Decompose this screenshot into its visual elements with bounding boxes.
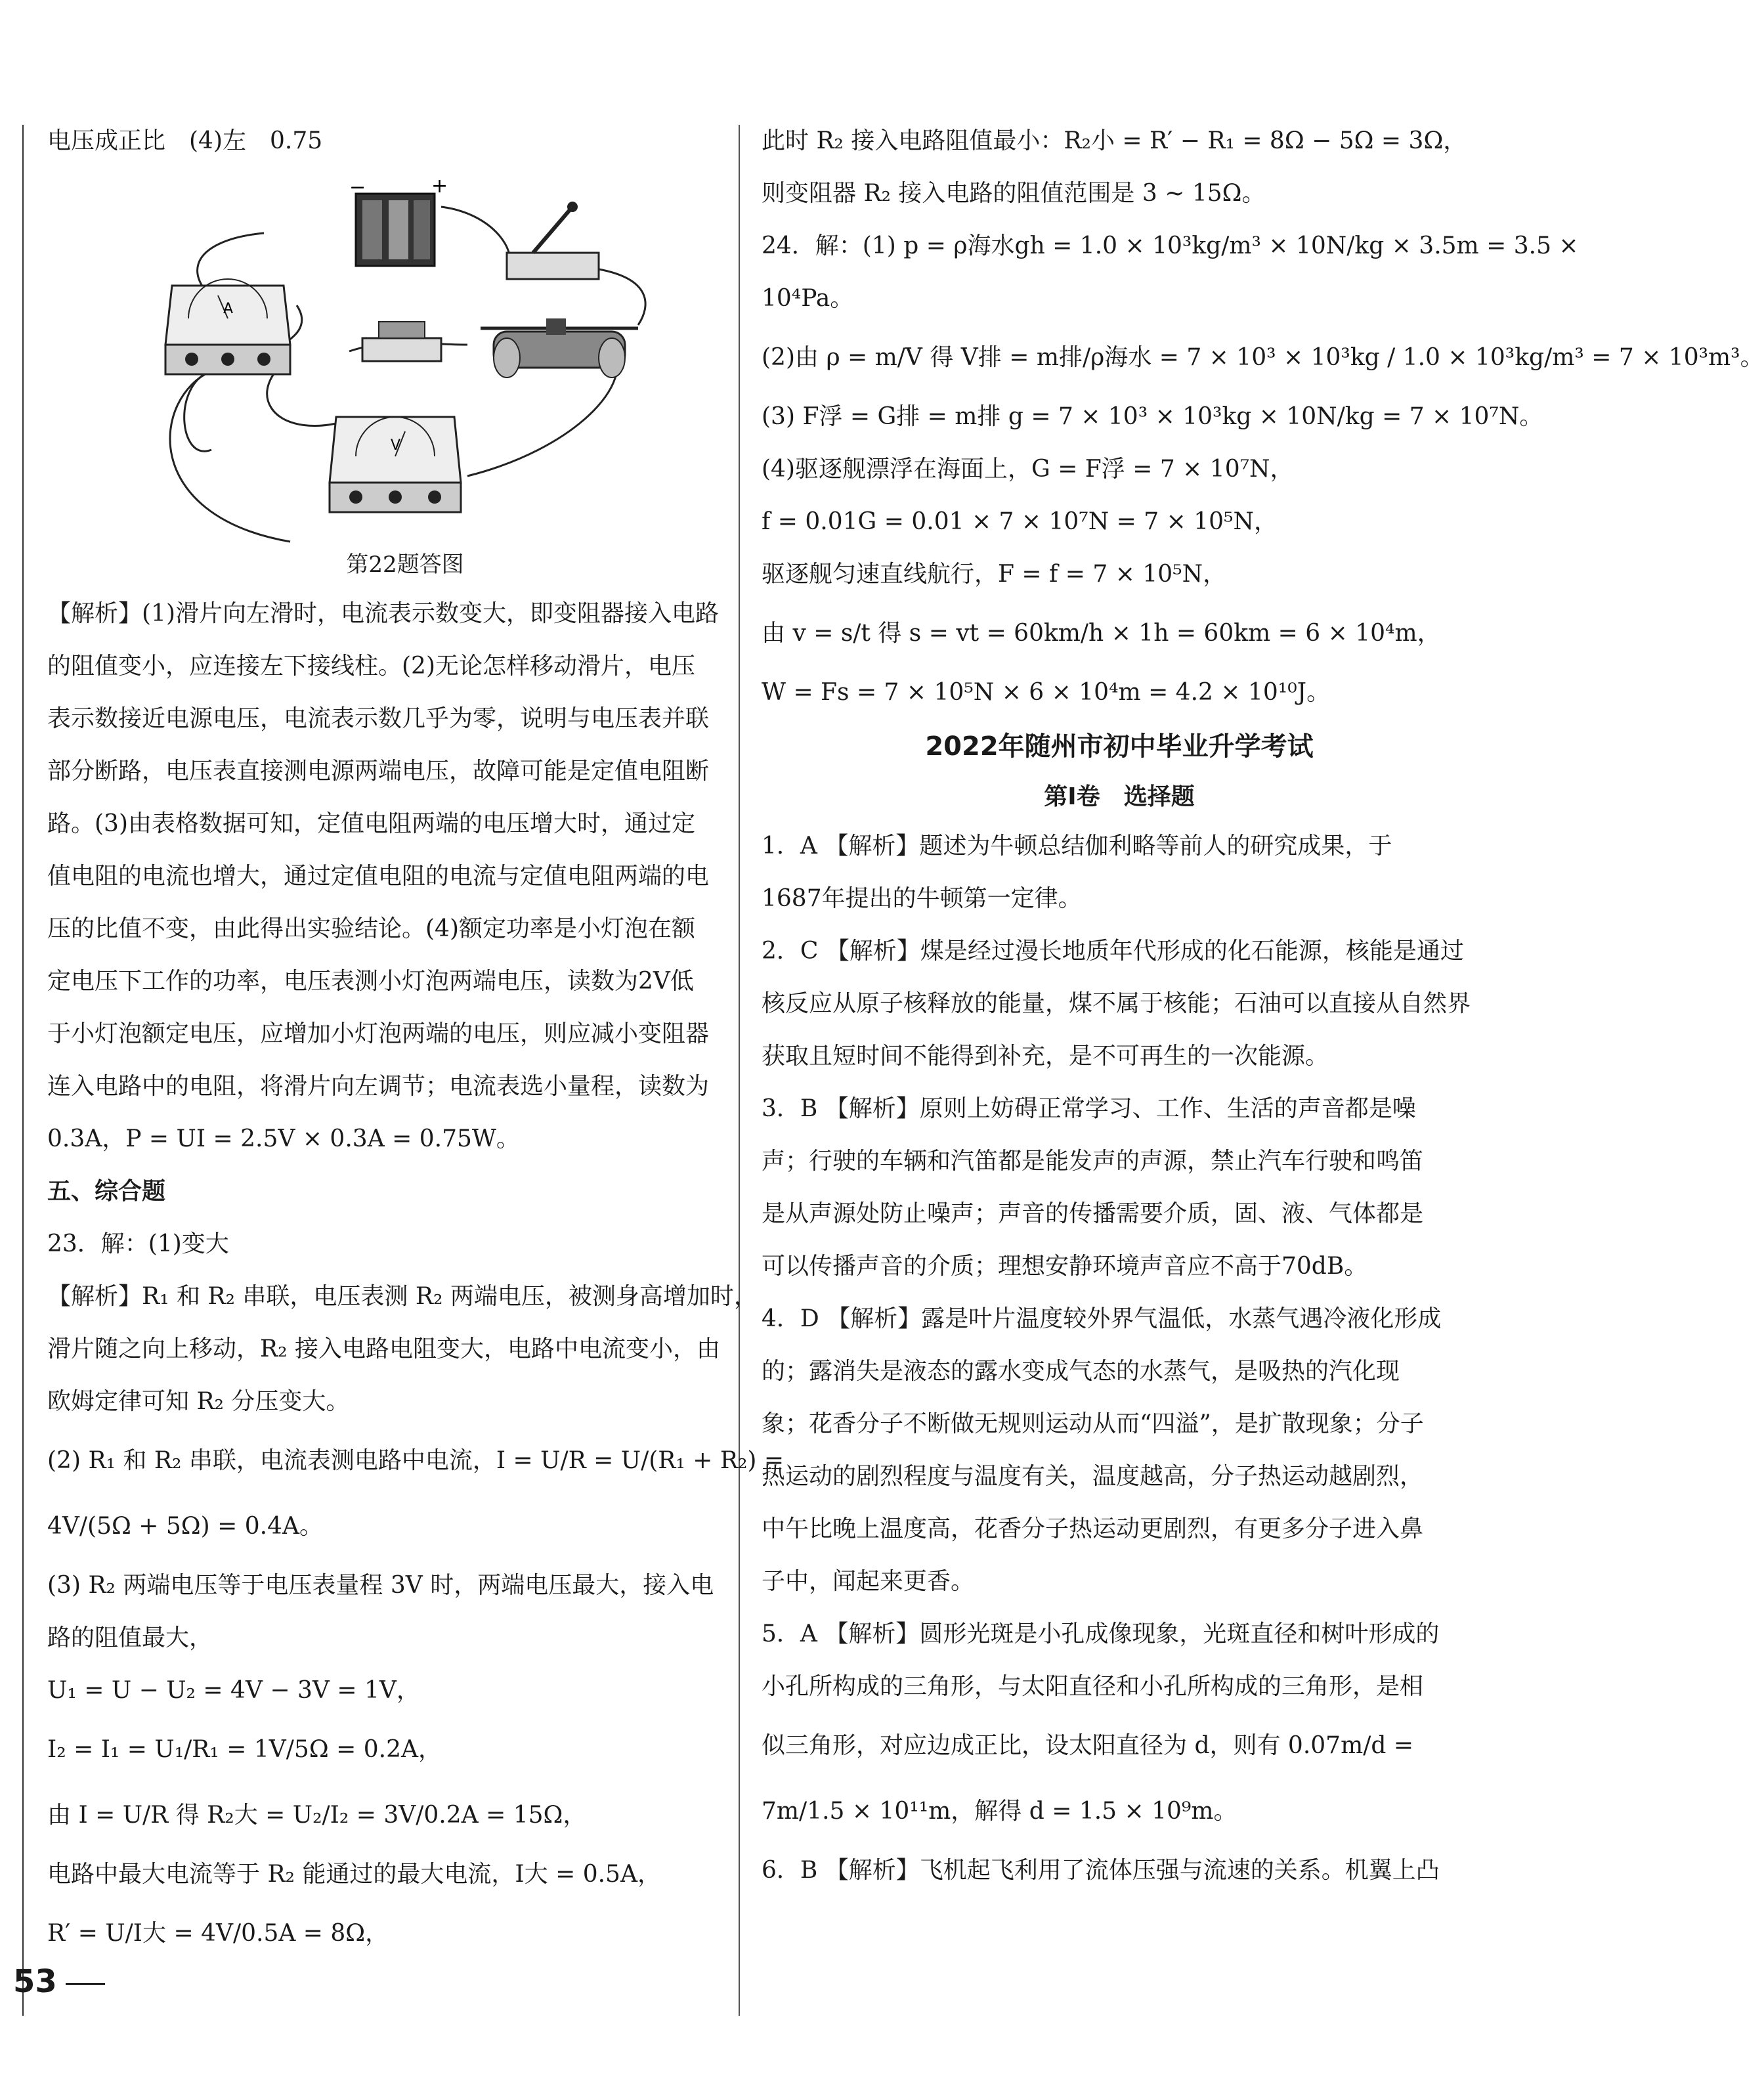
q24-line: f = 0.01G = 0.01 × 7 × 10⁷N = 7 × 10⁵N，	[762, 508, 1278, 535]
answer-line: 小孔所构成的三角形，与太阳直径和小孔所构成的三角形，是相	[762, 1673, 1424, 1700]
q23-cont-line: 此时 R₂ 接入电路阻值最小：R₂小 = R′ − R₁ = 8Ω − 5Ω = 3Ω，	[762, 127, 1467, 154]
q23-line: 滑片随之向上移动，R₂ 接入电路电阻变大，电路中电流变小，由	[47, 1336, 720, 1362]
q23-2-line: 4V/(5Ω + 5Ω) = 0.4A。	[47, 1513, 323, 1540]
answer-line: 的；露消失是液态的露水变成气态的水蒸气，是吸热的汽化现	[762, 1358, 1400, 1385]
ammeter-icon	[165, 279, 290, 374]
q23-3-line: U₁ = U − U₂ = 4V − 3V = 1V，	[47, 1677, 420, 1704]
figure-caption: 第22题答图	[346, 552, 464, 578]
answer-line: 中午比晚上温度高，花香分子热运动更剧烈，有更多分子进入鼻	[762, 1515, 1424, 1542]
q24-line: 驱逐舰匀速直线航行，F = f = 7 × 10⁵N，	[762, 561, 1227, 588]
analysis-line: 连入电路中的电阻，将滑片向左调节；电流表选小量程，读数为	[47, 1073, 710, 1100]
left-column	[47, 115, 785, 1966]
q23-cont-line: 则变阻器 R₂ 接入电路的阻值范围是 3 ~ 15Ω。	[762, 180, 1266, 207]
answer-line: 似三角形，对应边成正比，设太阳直径为 d，则有 0.07m/d =	[762, 1732, 1414, 1759]
answer-line: 声；行驶的车辆和汽笛都是能发声的声源，禁止汽车行驶和鸣笛	[762, 1148, 1424, 1175]
battery-minus: −	[349, 176, 366, 199]
answer-line: 4．D 【解析】露是叶片温度较外界气温低，水蒸气遇冷液化形成	[762, 1305, 1442, 1332]
answer-line: 6．B 【解析】飞机起飞利用了流体压强与流速的关系。机翼上凸	[762, 1857, 1440, 1884]
page-number-dash	[66, 1983, 105, 1985]
q24-line: (2)由 ρ = m/V 得 V排 = m排/ρ海水 = 7 × 10³ × 10³kg / 1.0 × 10³kg/m³ = 7 × 10³m³。	[762, 344, 1764, 371]
answer-line: 子中，闻起来更香。	[762, 1568, 975, 1595]
part-title: 第Ⅰ卷 选择题	[1044, 783, 1195, 810]
analysis-line: 值电阻的电流也增大，通过定值电阻的电流与定值电阻两端的电	[47, 863, 710, 890]
switch-icon	[507, 202, 599, 279]
rheostat-icon	[481, 318, 638, 378]
analysis-line: 的阻值变小，应连接左下接线柱。(2)无论怎样移动滑片，电压	[47, 653, 695, 680]
q23-3-line: 电路中最大电流等于 R₂ 能通过的最大电流，I大 = 0.5A，	[47, 1861, 661, 1888]
resistor-icon	[362, 322, 441, 361]
answer-line: 获取且短时间不能得到补充，是不可再生的一次能源。	[762, 1043, 1329, 1070]
answer-line: 5．A 【解析】圆形光斑是小孔成像现象，光斑直径和树叶形成的	[762, 1620, 1440, 1647]
answer-line: 象；花香分子不断做无规则运动从而“四溢”，是扩散现象；分子	[762, 1410, 1424, 1437]
q24-line: 10⁴Pa。	[762, 285, 854, 312]
q24-line: 由 v = s/t 得 s = vt = 60km/h × 1h = 60km = 6 × 10⁴m，	[762, 620, 1441, 647]
analysis-line: 路。(3)由表格数据可知，定值电阻两端的电压增大时，通过定	[47, 810, 695, 837]
answer-line: 1687年提出的牛顿第一定律。	[762, 885, 1082, 912]
svg-text:V: V	[391, 437, 401, 454]
left-margin-rule	[22, 125, 24, 2016]
circuit-figure	[74, 174, 730, 542]
battery-icon	[349, 175, 448, 266]
analysis-line: 【解析】(1)滑片向左滑时，电流表示数变大，即变阻器接入电路	[47, 600, 719, 627]
analysis-line: 压的比值不变，由此得出实验结论。(4)额定功率是小灯泡在额	[47, 915, 695, 942]
answer-line: 2．C 【解析】煤是经过漫长地质年代形成的化石能源，核能是通过	[762, 938, 1464, 965]
q23-2-line: (2) R₁ 和 R₂ 串联，电流表测电路中电流，I = U/R = U/(R₁ + R₂) =	[47, 1447, 785, 1474]
q24-line: (3) F浮 = G排 = m排 g = 7 × 10³ × 10³kg × 10N/kg = 7 × 10⁷N。	[762, 403, 1543, 430]
section-heading: 五、综合题	[47, 1178, 166, 1205]
q24-line: (4)驱逐舰漂浮在海面上，G = F浮 = 7 × 10⁷N，	[762, 456, 1294, 483]
right-column	[762, 115, 1764, 1897]
analysis-line: 定电压下工作的功率，电压表测小灯泡两端电压，读数为2V低	[47, 968, 694, 995]
q23-line: 23．解：(1)变大	[47, 1230, 229, 1257]
answer-line: 可以传播声音的介质；理想安静环境声音应不高于70dB。	[762, 1253, 1368, 1280]
q24-line: W = Fs = 7 × 10⁵N × 6 × 10⁴m = 4.2 × 10¹⁰J。	[762, 679, 1331, 706]
answer-line: 热运动的剧烈程度与温度有关，温度越高，分子热运动越剧烈，	[762, 1463, 1424, 1490]
q23-3-line: 由 I = U/R 得 R₂大 = U₂/I₂ = 3V/0.2A = 15Ω，	[47, 1802, 587, 1829]
answer-line: 核反应从原子核释放的能量，煤不属于核能；石油可以直接从自然界	[762, 990, 1471, 1017]
analysis-line: 0.3A，P = UI = 2.5V × 0.3A = 0.75W。	[47, 1125, 520, 1152]
q23-3-line: I₂ = I₁ = U₁/R₁ = 1V/5Ω = 0.2A，	[47, 1736, 442, 1763]
answer-line: 是从声源处防止噪声；声音的传播需要介质，固、液、气体都是	[762, 1200, 1424, 1227]
q24-line: 24．解：(1) p = ρ海水gh = 1.0 × 10³kg/m³ × 10N/kg × 3.5m = 3.5 ×	[762, 232, 1579, 259]
q23-line: 【解析】R₁ 和 R₂ 串联，电压表测 R₂ 两端电压，被测身高增加时，	[47, 1283, 758, 1310]
q23-3-line: R′ = U/I大 = 4V/0.5A = 8Ω，	[47, 1920, 389, 1947]
answer-line: 3．B 【解析】原则上妨碍正常学习、工作、生活的声音都是噪	[762, 1095, 1416, 1122]
battery-plus: +	[431, 175, 448, 198]
analysis-line: 表示数接近电源电压，电流表示数几乎为零，说明与电压表并联	[47, 705, 710, 732]
circuit-diagram	[74, 174, 730, 542]
q23-line: 欧姆定律可知 R₂ 分压变大。	[47, 1388, 350, 1415]
q23-3-line: 路的阻值最大，	[47, 1624, 213, 1651]
analysis-line: 部分断路，电压表直接测电源两端电压，故障可能是定值电阻断	[47, 758, 710, 785]
svg-text:A: A	[223, 301, 234, 317]
voltmeter-icon	[330, 417, 461, 512]
exam-title: 2022年随州市初中毕业升学考试	[925, 731, 1314, 762]
answer-line: 7m/1.5 × 10¹¹m，解得 d = 1.5 × 10⁹m。	[762, 1798, 1237, 1825]
q23-3-line: (3) R₂ 两端电压等于电压表量程 3V 时，两端电压最大，接入电	[47, 1572, 714, 1599]
analysis-line: 于小灯泡额定电压，应增加小灯泡两端的电压，则应减小变阻器	[47, 1020, 710, 1047]
text-line: 电压成正比 (4)左 0.75	[47, 127, 323, 154]
answer-line: 1．A 【解析】题述为牛顿总结伽利略等前人的研究成果，于	[762, 833, 1392, 859]
page-number: 53	[13, 1963, 57, 2000]
